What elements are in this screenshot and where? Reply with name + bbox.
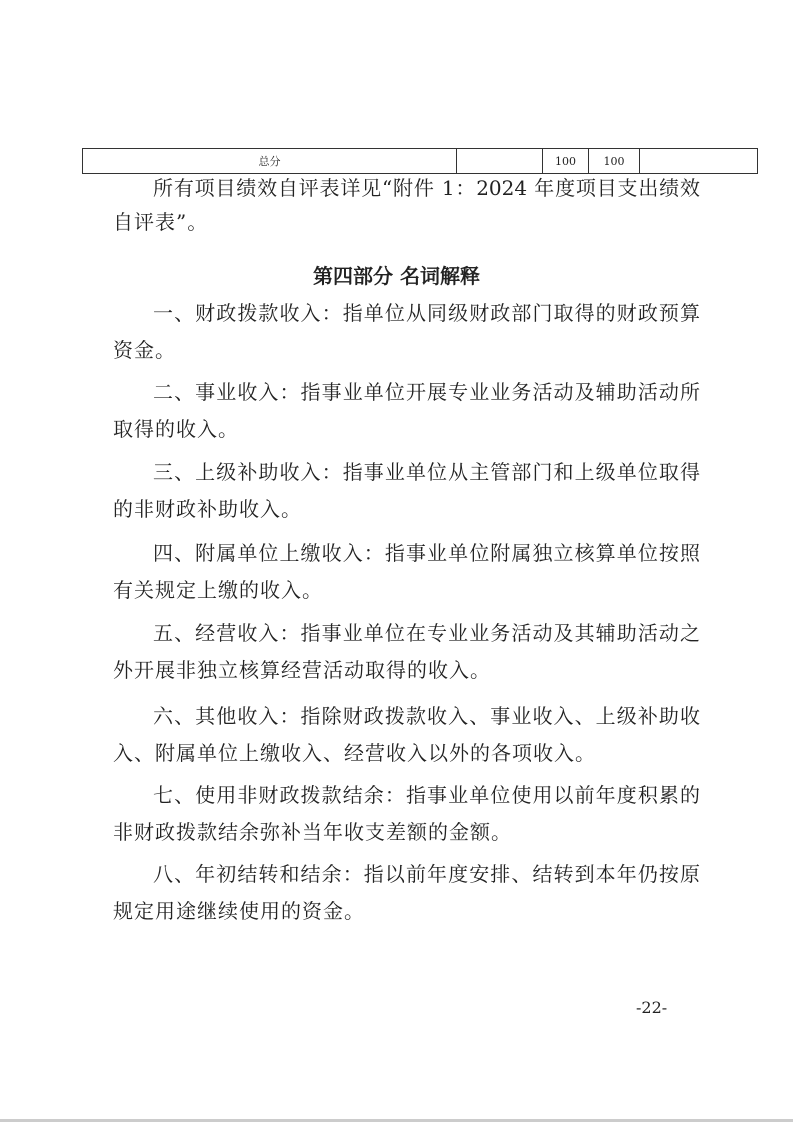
paragraph-line: 所有项目绩效自评表详见“附件 1：2024 年度项目支出绩效	[153, 176, 700, 200]
score-summary-table	[82, 148, 758, 174]
paragraph-line: 三、上级补助收入：指事业单位从主管部门和上级单位取得	[153, 460, 700, 484]
paragraph-line: 取得的收入。	[113, 417, 239, 441]
paragraph-line: 非财政拨款结余弥补当年收支差额的金额。	[113, 820, 512, 844]
paragraph-line: 外开展非独立核算经营活动取得的收入。	[113, 658, 491, 682]
paragraph-line: 自评表”。	[113, 210, 209, 234]
paragraph-line: 规定用途继续使用的资金。	[113, 899, 365, 923]
table-cell: 100	[543, 149, 589, 174]
paragraph-line: 一、财政拨款收入：指单位从同级财政部门取得的财政预算	[153, 301, 700, 325]
section-heading: 第四部分 名词解释	[313, 264, 480, 288]
paragraph-line: 七、使用非财政拨款结余：指事业单位使用以前年度积累的	[153, 783, 700, 807]
paragraph-line: 四、附属单位上缴收入：指事业单位附属独立核算单位按照	[153, 541, 700, 565]
paragraph-line: 六、其他收入：指除财政拨款收入、事业收入、上级补助收	[153, 704, 700, 728]
paragraph-line: 入、附属单位上缴收入、经营收入以外的各项收入。	[113, 741, 596, 765]
page-number: -22-	[636, 998, 668, 1017]
paragraph-line: 八、年初结转和结余：指以前年度安排、结转到本年仍按原	[153, 862, 700, 886]
table-row	[83, 149, 758, 174]
table-cell: 100	[589, 149, 640, 174]
paragraph-line: 二、事业收入：指事业单位开展专业业务活动及辅助活动所	[153, 380, 700, 404]
table-cell	[457, 149, 543, 174]
paragraph-line: 五、经营收入：指事业单位在专业业务活动及其辅助活动之	[153, 621, 700, 645]
paragraph-line: 的非财政补助收入。	[113, 497, 302, 521]
paragraph-line: 资金。	[113, 338, 176, 362]
total-score-label: 总分	[83, 149, 457, 174]
table-cell	[640, 149, 758, 174]
paragraph-line: 有关规定上缴的收入。	[113, 578, 323, 602]
